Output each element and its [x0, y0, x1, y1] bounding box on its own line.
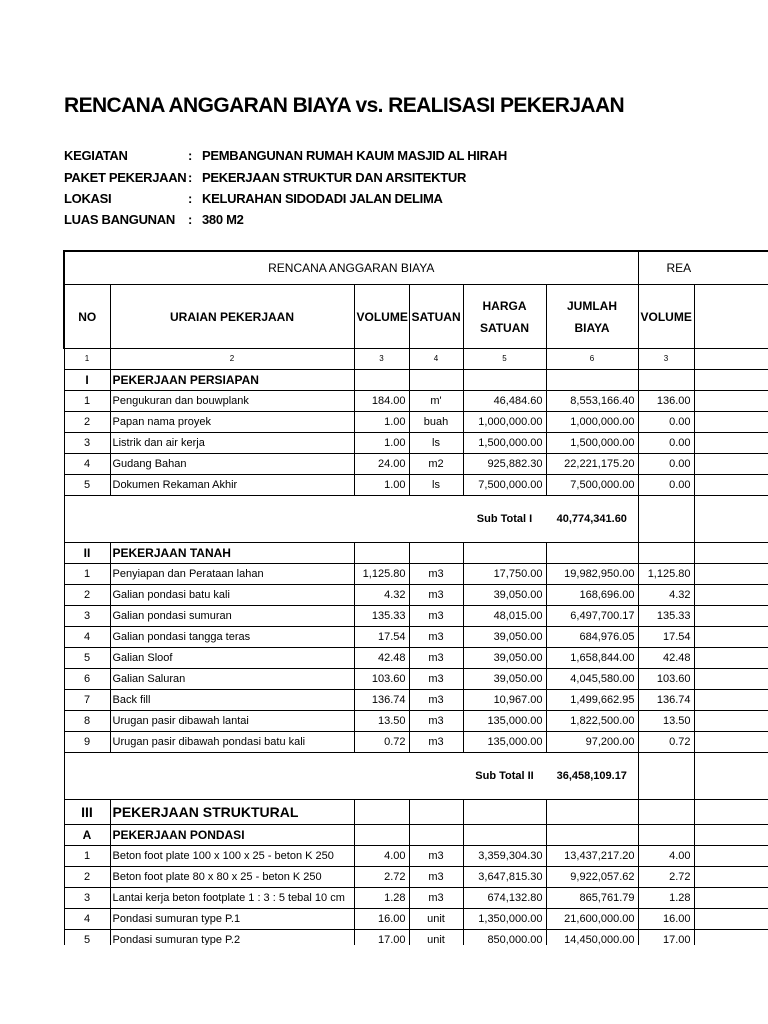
item-description: Galian pondasi batu kali	[110, 585, 354, 606]
item-no: 1	[64, 846, 110, 867]
item-real-volume: 42.48	[638, 648, 694, 669]
item-description: Galian pondasi tangga teras	[110, 627, 354, 648]
item-unit: m3	[409, 564, 463, 585]
item-no: 3	[64, 888, 110, 909]
budget-sheet[interactable]	[63, 250, 768, 945]
item-description: Pondasi sumuran type P.1	[110, 909, 354, 930]
header-real-volume: VOLUME	[638, 285, 694, 349]
item-unit-price: 135,000.00	[463, 732, 546, 753]
table-row	[64, 454, 768, 475]
empty-cell	[638, 825, 694, 846]
item-volume: 42.48	[354, 648, 409, 669]
item-no: 5	[64, 475, 110, 496]
item-no: 5	[64, 648, 110, 669]
empty-cell	[694, 669, 768, 690]
group-rab-header: RENCANA ANGGARAN BIAYA	[64, 251, 638, 285]
item-real-volume: 13.50	[638, 711, 694, 732]
subtotal-value: 36,458,109.17	[546, 753, 638, 800]
item-unit: unit	[409, 930, 463, 946]
item-unit: m3	[409, 648, 463, 669]
empty-cell	[546, 825, 638, 846]
table-row	[64, 391, 768, 412]
item-volume: 16.00	[354, 909, 409, 930]
item-description: Penyiapan dan Perataan lahan	[110, 564, 354, 585]
item-description: Galian pondasi sumuran	[110, 606, 354, 627]
item-unit-price: 674,132.80	[463, 888, 546, 909]
empty-cell	[638, 370, 694, 391]
header-empty	[694, 285, 768, 349]
item-unit-price: 925,882.30	[463, 454, 546, 475]
item-total: 1,822,500.00	[546, 711, 638, 732]
item-unit-price: 850,000.00	[463, 930, 546, 946]
item-description: Galian Sloof	[110, 648, 354, 669]
empty-cell	[694, 412, 768, 433]
empty-cell	[354, 825, 409, 846]
meta-value: KELURAHAN SIDODADI JALAN DELIMA	[202, 191, 443, 206]
item-unit-price: 135,000.00	[463, 711, 546, 732]
empty-cell	[638, 496, 694, 543]
header-no: NO	[64, 285, 110, 349]
item-volume: 184.00	[354, 391, 409, 412]
empty-cell	[694, 753, 768, 800]
subtotal-row	[64, 496, 768, 543]
item-total: 9,922,057.62	[546, 867, 638, 888]
item-description: Listrik dan air kerja	[110, 433, 354, 454]
index-cell	[694, 349, 768, 370]
table-row	[64, 433, 768, 454]
empty-cell	[463, 825, 546, 846]
item-unit: m3	[409, 627, 463, 648]
section-row	[64, 370, 768, 391]
index-cell: 6	[546, 349, 638, 370]
subtotal-row	[64, 753, 768, 800]
empty-cell	[694, 732, 768, 753]
subtotal-label: Sub Total I	[463, 496, 546, 543]
column-index-row	[64, 349, 768, 370]
item-real-volume: 103.60	[638, 669, 694, 690]
item-real-volume: 2.72	[638, 867, 694, 888]
empty-cell	[694, 564, 768, 585]
item-description: Pondasi sumuran type P.2	[110, 930, 354, 946]
group-header-row	[64, 251, 768, 285]
item-description: Pengukuran dan bouwplank	[110, 391, 354, 412]
empty-cell	[638, 543, 694, 564]
meta-value: 380 M2	[202, 212, 244, 227]
empty-cell	[694, 391, 768, 412]
item-unit: m3	[409, 606, 463, 627]
item-unit: m3	[409, 846, 463, 867]
item-volume: 17.54	[354, 627, 409, 648]
meta-colon: :	[188, 170, 193, 185]
section-title: PEKERJAAN PERSIAPAN	[110, 370, 354, 391]
item-volume: 135.33	[354, 606, 409, 627]
item-total: 97,200.00	[546, 732, 638, 753]
table-row	[64, 564, 768, 585]
item-volume: 0.72	[354, 732, 409, 753]
section-number: A	[64, 825, 110, 846]
item-unit: unit	[409, 909, 463, 930]
item-unit: buah	[409, 412, 463, 433]
item-real-volume: 0.72	[638, 732, 694, 753]
section-row	[64, 543, 768, 564]
item-description: Beton foot plate 100 x 100 x 25 - beton K 250	[110, 846, 354, 867]
item-total: 13,437,217.20	[546, 846, 638, 867]
item-description: Gudang Bahan	[110, 454, 354, 475]
item-real-volume: 0.00	[638, 454, 694, 475]
empty-cell	[694, 627, 768, 648]
item-unit: ls	[409, 475, 463, 496]
item-description: Lantai kerja beton footplate 1 : 3 : 5 tebal 10 cm	[110, 888, 354, 909]
item-unit-price: 3,647,815.30	[463, 867, 546, 888]
item-no: 2	[64, 412, 110, 433]
item-unit-price: 1,350,000.00	[463, 909, 546, 930]
item-total: 1,658,844.00	[546, 648, 638, 669]
empty-cell	[694, 825, 768, 846]
item-volume: 4.00	[354, 846, 409, 867]
item-real-volume: 4.00	[638, 846, 694, 867]
item-real-volume: 17.00	[638, 930, 694, 946]
item-real-volume: 0.00	[638, 412, 694, 433]
empty-cell	[694, 475, 768, 496]
item-volume: 1,125.80	[354, 564, 409, 585]
empty-cell	[694, 648, 768, 669]
item-description: Papan nama proyek	[110, 412, 354, 433]
empty-cell	[638, 800, 694, 825]
empty-cell	[463, 543, 546, 564]
table-row	[64, 732, 768, 753]
table-row	[64, 867, 768, 888]
item-unit: m3	[409, 711, 463, 732]
item-volume: 1.00	[354, 433, 409, 454]
item-unit-price: 17,750.00	[463, 564, 546, 585]
item-real-volume: 16.00	[638, 909, 694, 930]
item-unit-price: 48,015.00	[463, 606, 546, 627]
table-row	[64, 846, 768, 867]
meta-key: LOKASI	[64, 191, 112, 206]
item-total: 1,500,000.00	[546, 433, 638, 454]
empty-cell	[694, 433, 768, 454]
item-no: 7	[64, 690, 110, 711]
item-total: 22,221,175.20	[546, 454, 638, 475]
meta-key: KEGIATAN	[64, 148, 128, 163]
section-number: III	[64, 800, 110, 825]
index-cell: 3	[354, 349, 409, 370]
section-number: I	[64, 370, 110, 391]
section-title: PEKERJAAN STRUKTURAL	[110, 800, 354, 825]
meta-colon: :	[188, 212, 193, 227]
item-unit: ls	[409, 433, 463, 454]
item-no: 9	[64, 732, 110, 753]
empty-cell	[694, 888, 768, 909]
meta-key: PAKET PEKERJAAN	[64, 170, 187, 185]
empty-cell	[694, 585, 768, 606]
table-row	[64, 690, 768, 711]
item-description: Urugan pasir dibawah lantai	[110, 711, 354, 732]
item-total: 1,499,662.95	[546, 690, 638, 711]
item-no: 8	[64, 711, 110, 732]
item-unit-price: 1,000,000.00	[463, 412, 546, 433]
item-volume: 136.74	[354, 690, 409, 711]
item-real-volume: 17.54	[638, 627, 694, 648]
section-row	[64, 825, 768, 846]
item-unit: m3	[409, 690, 463, 711]
meta-value: PEKERJAAN STRUKTUR DAN ARSITEKTUR	[202, 170, 467, 185]
item-unit: m3	[409, 888, 463, 909]
item-real-volume: 0.00	[638, 475, 694, 496]
index-cell: 3	[638, 349, 694, 370]
item-real-volume: 1,125.80	[638, 564, 694, 585]
empty-cell	[546, 543, 638, 564]
empty-cell	[354, 800, 409, 825]
item-unit-price: 3,359,304.30	[463, 846, 546, 867]
empty-cell	[694, 496, 768, 543]
empty-cell	[694, 846, 768, 867]
empty-cell	[64, 753, 463, 800]
column-header-row	[64, 285, 768, 349]
item-no: 2	[64, 585, 110, 606]
empty-cell	[409, 825, 463, 846]
empty-cell	[546, 800, 638, 825]
item-volume: 1.00	[354, 475, 409, 496]
table-row	[64, 888, 768, 909]
meta-key: LUAS BANGUNAN	[64, 212, 175, 227]
header-volume: VOLUME	[354, 285, 409, 349]
item-total: 14,450,000.00	[546, 930, 638, 946]
empty-cell	[694, 930, 768, 946]
item-description: Galian Saluran	[110, 669, 354, 690]
item-unit-price: 39,050.00	[463, 585, 546, 606]
item-unit: m'	[409, 391, 463, 412]
section-row	[64, 800, 768, 825]
item-volume: 13.50	[354, 711, 409, 732]
item-unit-price: 46,484.60	[463, 391, 546, 412]
header-uraian: URAIAN PEKERJAAN	[110, 285, 354, 349]
item-total: 7,500,000.00	[546, 475, 638, 496]
item-no: 3	[64, 606, 110, 627]
subtotal-label: Sub Total II	[463, 753, 546, 800]
empty-cell	[694, 543, 768, 564]
empty-cell	[354, 370, 409, 391]
item-total: 4,045,580.00	[546, 669, 638, 690]
item-no: 3	[64, 433, 110, 454]
item-no: 4	[64, 627, 110, 648]
table-row	[64, 585, 768, 606]
section-number: II	[64, 543, 110, 564]
item-description: Dokumen Rekaman Akhir	[110, 475, 354, 496]
item-no: 4	[64, 454, 110, 475]
table-row	[64, 475, 768, 496]
empty-cell	[64, 496, 463, 543]
item-volume: 17.00	[354, 930, 409, 946]
budget-table	[63, 250, 768, 945]
index-cell: 5	[463, 349, 546, 370]
index-cell: 4	[409, 349, 463, 370]
item-real-volume: 136.00	[638, 391, 694, 412]
empty-cell	[694, 690, 768, 711]
item-volume: 1.00	[354, 412, 409, 433]
item-volume: 2.72	[354, 867, 409, 888]
empty-cell	[409, 543, 463, 564]
item-unit: m3	[409, 669, 463, 690]
table-row	[64, 606, 768, 627]
item-volume: 24.00	[354, 454, 409, 475]
empty-cell	[463, 800, 546, 825]
item-no: 4	[64, 909, 110, 930]
empty-cell	[694, 454, 768, 475]
index-cell: 1	[64, 349, 110, 370]
item-total: 865,761.79	[546, 888, 638, 909]
empty-cell	[694, 606, 768, 627]
group-realisasi-header: REA	[638, 251, 768, 285]
item-total: 19,982,950.00	[546, 564, 638, 585]
empty-cell	[694, 909, 768, 930]
item-real-volume: 1.28	[638, 888, 694, 909]
header-satuan: SATUAN	[409, 285, 463, 349]
item-unit-price: 10,967.00	[463, 690, 546, 711]
section-title: PEKERJAAN TANAH	[110, 543, 354, 564]
item-unit-price: 39,050.00	[463, 648, 546, 669]
item-volume: 1.28	[354, 888, 409, 909]
item-description: Urugan pasir dibawah pondasi batu kali	[110, 732, 354, 753]
table-row	[64, 648, 768, 669]
empty-cell	[638, 753, 694, 800]
page-title: RENCANA ANGGARAN BIAYA vs. REALISASI PEKERJAAN	[64, 94, 625, 117]
empty-cell	[694, 370, 768, 391]
item-total: 1,000,000.00	[546, 412, 638, 433]
table-row	[64, 909, 768, 930]
empty-cell	[409, 800, 463, 825]
item-total: 6,497,700.17	[546, 606, 638, 627]
item-total: 168,696.00	[546, 585, 638, 606]
empty-cell	[354, 543, 409, 564]
item-unit-price: 39,050.00	[463, 669, 546, 690]
item-unit-price: 7,500,000.00	[463, 475, 546, 496]
section-title: PEKERJAAN PONDASI	[110, 825, 354, 846]
table-row	[64, 627, 768, 648]
empty-cell	[694, 867, 768, 888]
item-total: 684,976.05	[546, 627, 638, 648]
meta-colon: :	[188, 148, 193, 163]
item-real-volume: 135.33	[638, 606, 694, 627]
empty-cell	[409, 370, 463, 391]
item-no: 1	[64, 564, 110, 585]
meta-value: PEMBANGUNAN RUMAH KAUM MASJID AL HIRAH	[202, 148, 507, 163]
meta-colon: :	[188, 191, 193, 206]
header-jumlah: JUMLAH BIAYA	[546, 285, 638, 349]
item-real-volume: 4.32	[638, 585, 694, 606]
header-harga: HARGA SATUAN	[463, 285, 546, 349]
item-no: 2	[64, 867, 110, 888]
item-real-volume: 0.00	[638, 433, 694, 454]
subtotal-value: 40,774,341.60	[546, 496, 638, 543]
item-unit: m3	[409, 867, 463, 888]
item-unit-price: 1,500,000.00	[463, 433, 546, 454]
table-row	[64, 930, 768, 946]
table-row	[64, 412, 768, 433]
item-no: 1	[64, 391, 110, 412]
item-total: 8,553,166.40	[546, 391, 638, 412]
empty-cell	[546, 370, 638, 391]
index-cell: 2	[110, 349, 354, 370]
item-no: 6	[64, 669, 110, 690]
empty-cell	[694, 711, 768, 732]
item-real-volume: 136.74	[638, 690, 694, 711]
item-unit: m3	[409, 732, 463, 753]
item-description: Back fill	[110, 690, 354, 711]
item-unit-price: 39,050.00	[463, 627, 546, 648]
item-volume: 4.32	[354, 585, 409, 606]
table-row	[64, 669, 768, 690]
empty-cell	[463, 370, 546, 391]
item-unit: m3	[409, 585, 463, 606]
empty-cell	[694, 800, 768, 825]
table-row	[64, 711, 768, 732]
item-volume: 103.60	[354, 669, 409, 690]
item-no: 5	[64, 930, 110, 946]
item-total: 21,600,000.00	[546, 909, 638, 930]
item-description: Beton foot plate 80 x 80 x 25 - beton K 250	[110, 867, 354, 888]
item-unit: m2	[409, 454, 463, 475]
